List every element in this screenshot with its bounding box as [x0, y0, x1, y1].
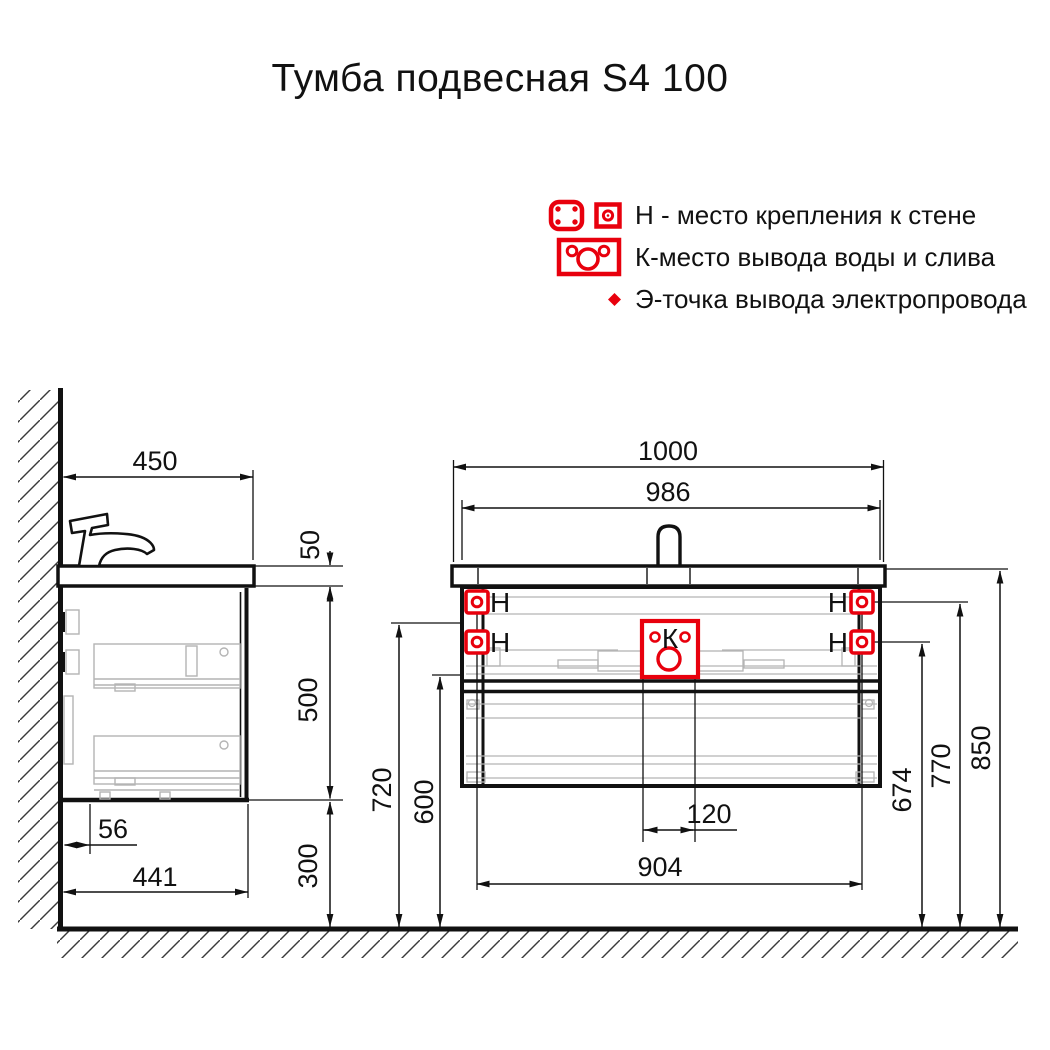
dim-500-label: 500: [293, 677, 323, 723]
dim-770-label: 770: [926, 743, 956, 789]
mount-letter: Н: [827, 627, 848, 658]
floor-hatch: [57, 929, 1018, 958]
mount-marker-top-right: [851, 591, 873, 613]
legend-label-electric-point: Э-точка вывода электропровода: [635, 283, 1027, 314]
mount-letter: Н: [490, 627, 511, 658]
front-view: [367, 436, 1008, 927]
dim-120-label: 120: [686, 799, 732, 829]
outlet-letter: К: [661, 623, 679, 654]
dim-674-label: 674: [887, 767, 917, 813]
legend-label-wall-mount: Н - место крепления к стене: [635, 199, 977, 230]
mount-marker-bottom-right: [851, 631, 873, 653]
side-view: [58, 446, 343, 927]
dim-56-label: 56: [97, 814, 129, 844]
mount-marker-bottom-left: [466, 631, 488, 653]
wall-bracket: [60, 612, 65, 632]
page-title: Тумба подвесная S4 100: [271, 57, 729, 100]
dim-904-label: 904: [637, 852, 683, 882]
mount-letter: Н: [490, 587, 511, 618]
wall-hatch: [18, 388, 61, 931]
side-faucet: [70, 514, 154, 566]
mount-marker-top-left: [466, 591, 488, 613]
mount-letter: Н: [827, 587, 848, 618]
legend-label-water-outlet: К-место вывода воды и слива: [635, 241, 996, 272]
dim-600-label: 600: [409, 779, 439, 825]
dim-441-label: 441: [132, 862, 178, 892]
front-faucet: [658, 526, 680, 566]
water-outlet-marker: [642, 621, 698, 677]
side-countertop: [58, 566, 254, 586]
side-drawer-details: [64, 610, 240, 799]
dim-50-label: 50: [295, 529, 325, 561]
dim-450-label: 450: [132, 446, 178, 476]
dim-720-label: 720: [367, 767, 397, 813]
front-countertop: [452, 566, 885, 586]
dim-300-label: 300: [293, 843, 323, 889]
dim-1000-label: 1000: [637, 436, 699, 466]
dim-986-label: 986: [645, 477, 691, 507]
dim-850-label: 850: [966, 725, 996, 771]
wall-bracket: [60, 652, 65, 672]
